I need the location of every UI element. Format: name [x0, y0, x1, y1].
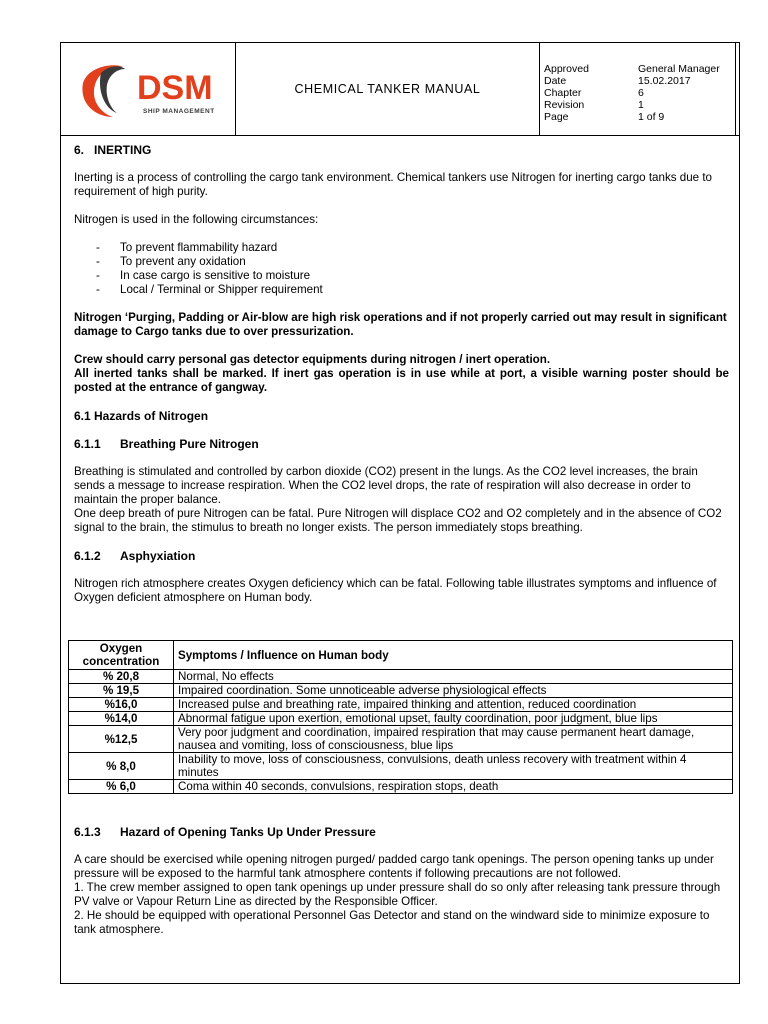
document-title: CHEMICAL TANKER MANUAL	[236, 43, 540, 135]
subsection-6-1-2-heading: 6.1.2 Asphyxiation	[74, 549, 196, 563]
list-item: - To prevent flammability hazard	[96, 241, 278, 254]
table-row: % 6,0 Coma within 40 seconds, convulsions, respiration stops, death	[69, 780, 733, 794]
svg-text:DSM: DSM	[137, 69, 213, 107]
table-row: % 19,5 Impaired coordination. Some unnoticeable adverse physiological effects	[69, 684, 733, 698]
breathing-paragraph-1: Breathing is stimulated and controlled by carbon dioxide (CO2) present in the lungs. As the CO2 level increases, the brain sends a message to increase respiration. When the CO2 level drops, the rate of respiration will also decrease in order to maintain the proper balance.	[74, 465, 698, 506]
hazards-heading: 6.1 Hazards of Nitrogen	[74, 409, 209, 423]
meta-approved: Approved General Manager	[544, 63, 720, 75]
table-row: % 8,0 Inability to move, loss of consciousness, convulsions, death unless recovery with treatment within 4 minutes	[69, 753, 733, 780]
circumstances-list	[74, 241, 729, 297]
dsm-logo-icon	[61, 43, 236, 135]
column-header-concentration: Oxygen concentration	[69, 641, 174, 670]
pressure-paragraph-3: 2. He should be equipped with operational Personnel Gas Detector and stand on the windward side to minimize exposure to tank atmosphere.	[74, 909, 710, 936]
meta-page: Page 1 of 9	[544, 111, 665, 123]
list-item: - Local / Terminal or Shipper requirement	[96, 283, 323, 296]
table-row: %16,0 Increased pulse and breathing rate, impaired thinking and attention, reduced coordination	[69, 698, 733, 712]
document-metadata	[540, 43, 736, 135]
section-content	[74, 143, 729, 605]
asphyxiation-paragraph: Nitrogen rich atmosphere creates Oxygen deficiency which can be fatal. Following table illustrates symptoms and influence of Oxygen deficient atmosphere on Human body.	[74, 577, 717, 604]
list-item: - In case cargo is sensitive to moisture	[96, 269, 311, 282]
meta-date: Date 15.02.2017	[544, 75, 691, 87]
section-heading: 6. INERTING	[74, 143, 152, 157]
column-header-symptoms: Symptoms / Influence on Human body	[174, 641, 733, 670]
table-row: %12,5 Very poor judgment and coordination, impaired respiration that may cause permanent heart damage, nausea and vomiting, loss of consciousness, blue lips	[69, 726, 733, 753]
pressure-paragraph-2: 1. The crew member assigned to open tank openings up under pressure shall do so only after releasing tank pressure through PV valve or Vapour Return Line as directed by the Responsible Officer.	[74, 881, 721, 908]
subsection-6-1-3	[74, 825, 729, 937]
pressure-paragraph-1: A care should be exercised while opening nitrogen purged/ padded cargo tank openings. The person opening tanks up under pressure will be exposed to the harmful tank atmosphere contents if following precautions are not followed.	[74, 853, 714, 880]
circumstances-intro: Nitrogen is used in the following circumstances:	[74, 213, 319, 226]
table-header-row	[69, 641, 733, 670]
list-item: - To prevent any oxidation	[96, 255, 246, 268]
document-header	[61, 43, 739, 136]
svg-text:SHIP MANAGEMENT: SHIP MANAGEMENT	[143, 108, 215, 115]
breathing-paragraph-2: One deep breath of pure Nitrogen can be fatal. Pure Nitrogen will displace CO2 and O2 completely and in the absence of CO2 signal to the brain, the stimulus to breath no longer exists. The person immediately stops breathing.	[74, 507, 722, 534]
page-frame	[60, 42, 740, 984]
intro-paragraph: Inerting is a process of controlling the cargo tank environment. Chemical tankers use Nitrogen for inerting cargo tanks due to requirement of high purity.	[74, 171, 712, 198]
table-row: % 20,8 Normal, No effects	[69, 670, 733, 684]
subsection-6-1-3-heading: 6.1.3 Hazard of Opening Tanks Up Under Pressure	[74, 825, 376, 839]
warning-inerted-tanks: All inerted tanks shall be marked. If inert gas operation is in use while at port, a visible warning poster should be posted at the entrance of gangway.	[74, 367, 729, 394]
meta-revision: Revision 1	[544, 99, 644, 111]
meta-chapter: Chapter 6	[544, 87, 644, 99]
company-logo	[61, 43, 236, 135]
table-row: %14,0 Abnormal fatigue upon exertion, emotional upset, faulty coordination, poor judgment, blue lips	[69, 712, 733, 726]
subsection-6-1-1-heading: 6.1.1 Breathing Pure Nitrogen	[74, 437, 259, 451]
warning-gas-detector: Crew should carry personal gas detector equipments during nitrogen / inert operation.	[74, 353, 551, 366]
oxygen-symptoms-table	[68, 640, 733, 794]
warning-purging: Nitrogen ‘Purging, Padding or Air-blow are high risk operations and if not properly carried out may result in significant damage to Cargo tanks due to over pressurization.	[74, 311, 727, 338]
